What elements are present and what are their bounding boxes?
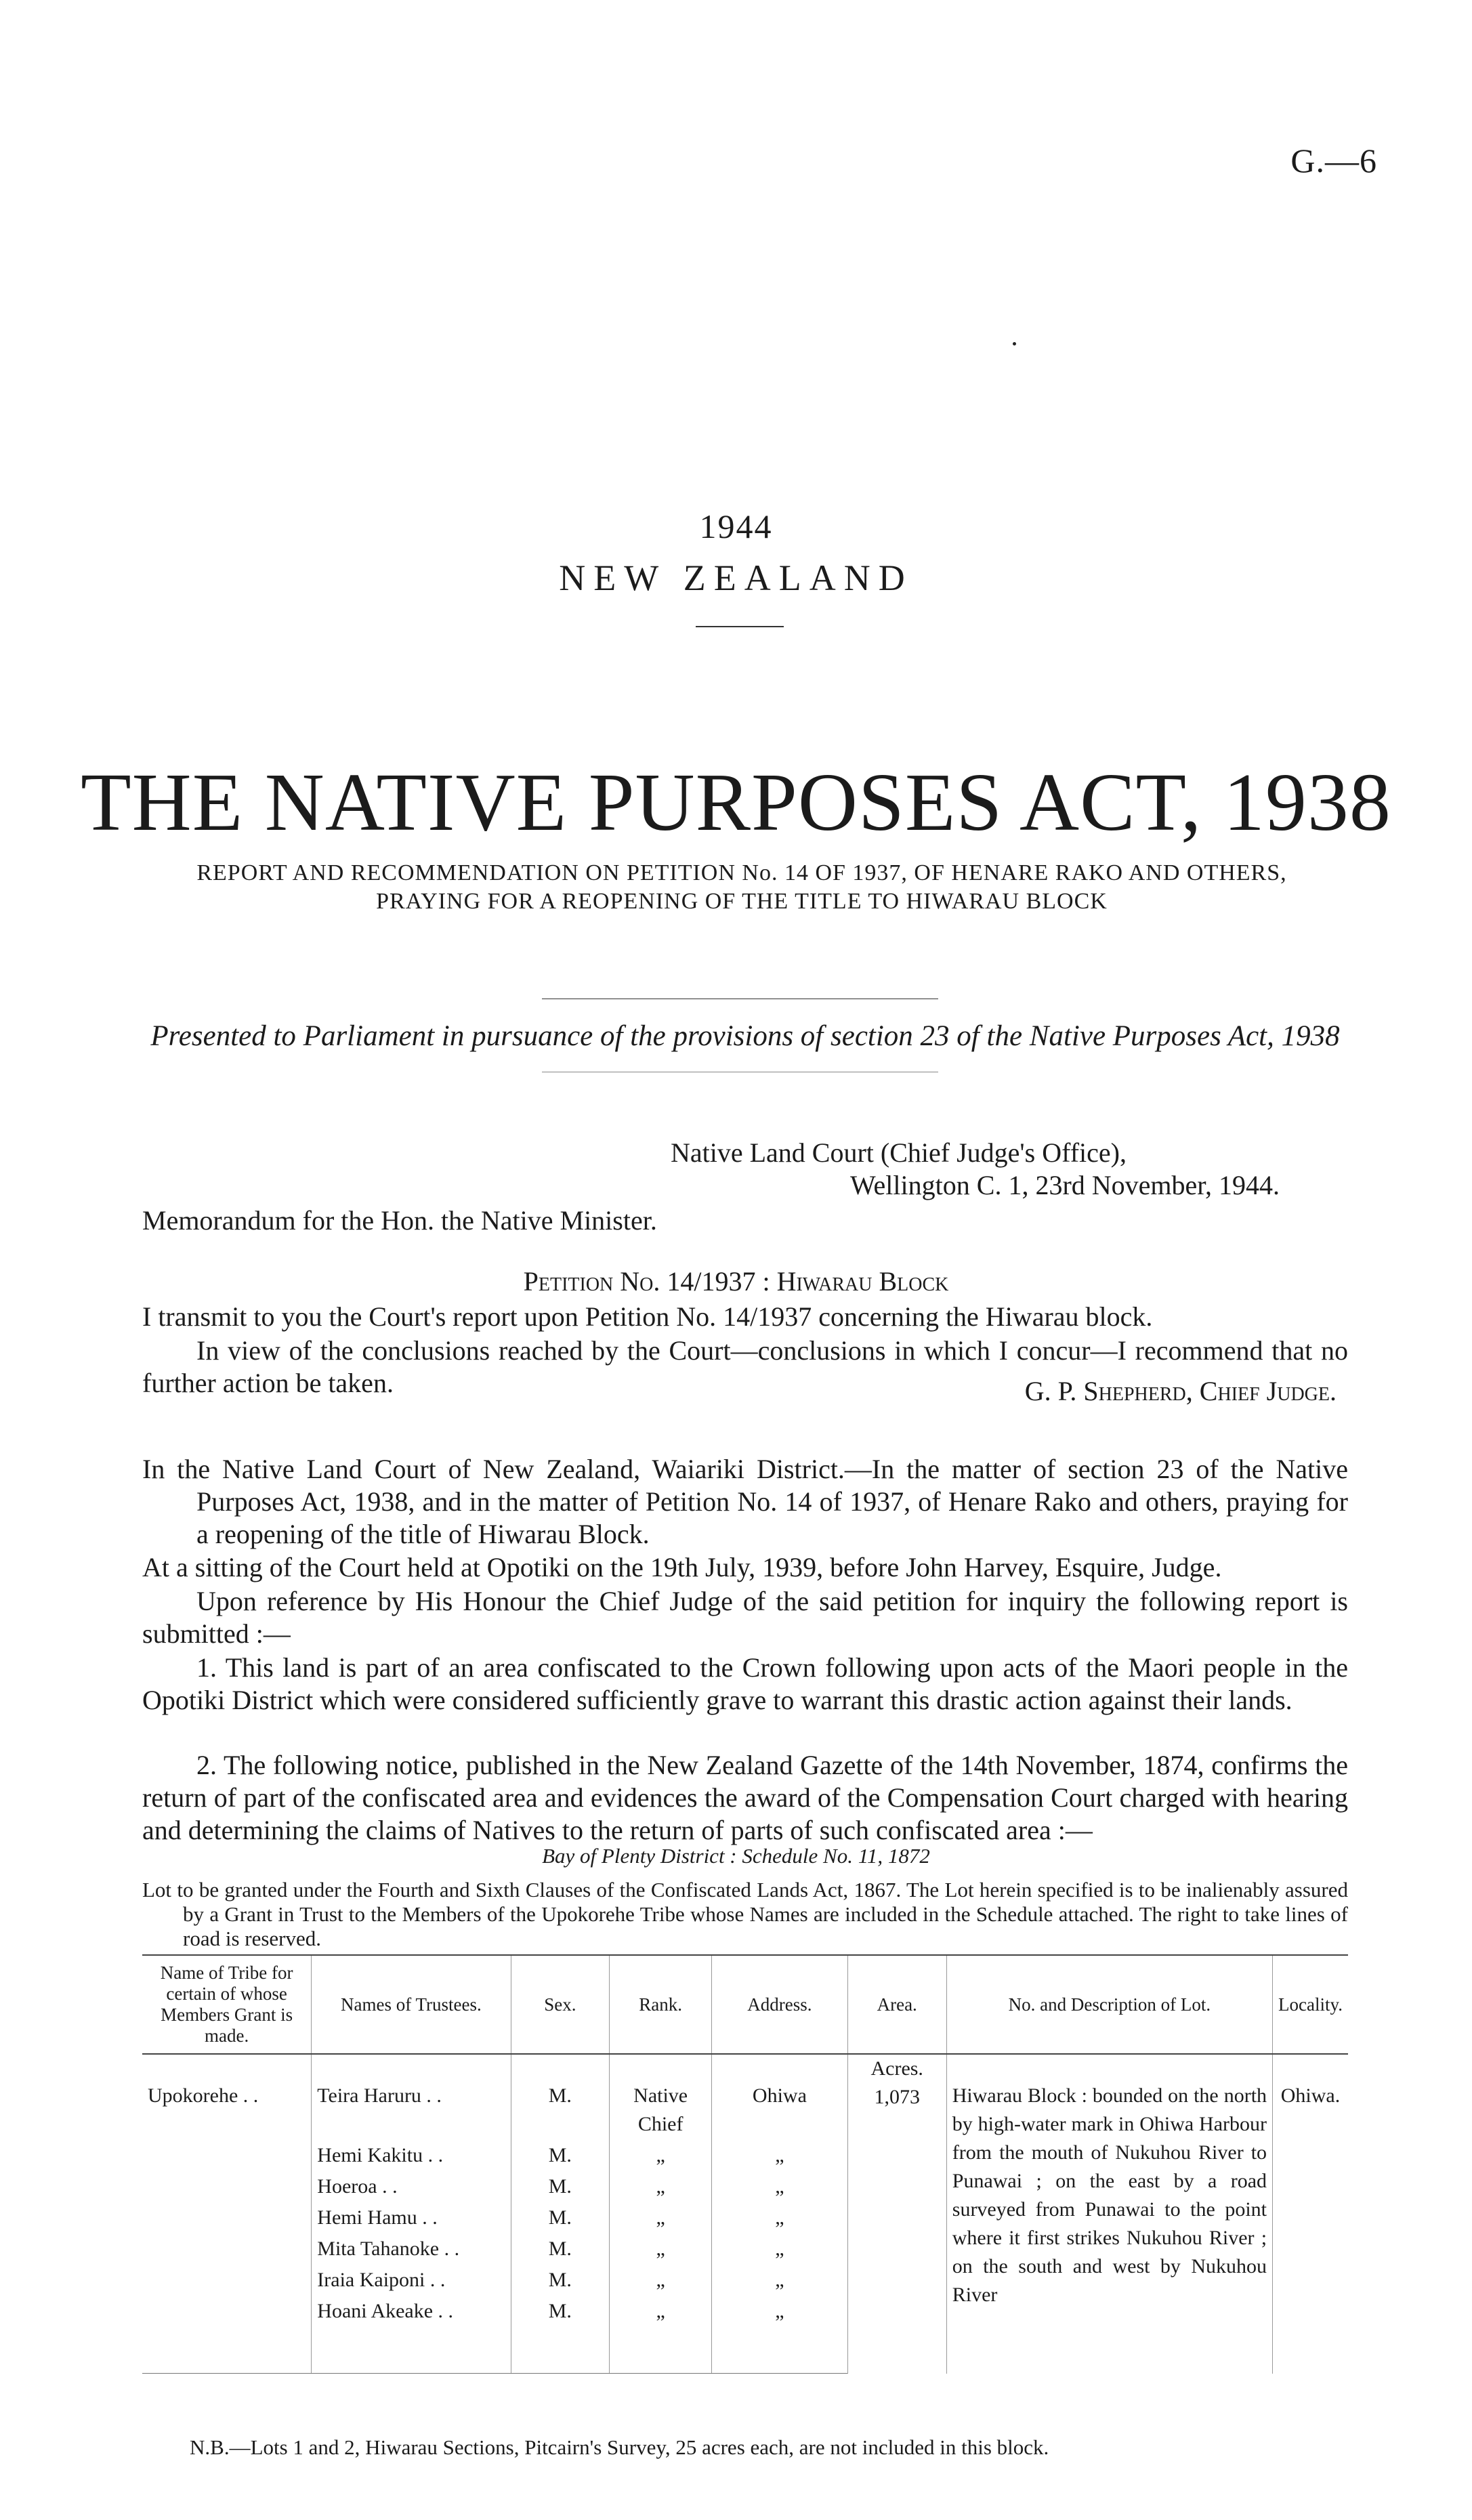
court-intro: In the Native Land Court of New Zealand, Waiariki District.—In the matter of section 23 of the Native Purposes Act, 1938, and in the matter of Petition No. 14 of 1937, of Henare Rako and others, praying for a reopening of the title of Hiwarau Block.	[142, 1454, 1348, 1549]
lot-description: Lot to be granted under the Fourth and Sixth Clauses of the Confiscated Lands Act, 1867. The Lot herein specified is to be inalienably assured by a Grant in Trust to the Members of the Upokorehe Tribe whose Names are included in the Schedule attached. The right to take lines of road is reserved.	[142, 1878, 1348, 1950]
act-title: THE NATIVE PURPOSES ACT, 1938	[81, 757, 1391, 848]
tribe-cell	[142, 2171, 312, 2202]
header-trustees: Names of Trustees.	[312, 1955, 511, 2054]
trustee-sex: M.	[511, 2233, 610, 2265]
trustee-address: „	[712, 2265, 847, 2296]
trustee-address: „	[712, 2202, 847, 2233]
locality-cell: Ohiwa.	[1273, 2054, 1348, 2374]
schedule-heading: Bay of Plenty District : Schedule No. 11, 1872	[542, 1844, 930, 1868]
table-footnote: N.B.—Lots 1 and 2, Hiwarau Sections, Pitcairn's Survey, 25 acres each, are not included in this block.	[190, 2435, 1049, 2459]
page-reference: G.—6	[1290, 142, 1377, 180]
area-value: 1,073	[874, 2086, 920, 2108]
trustee-rank: Native Chief	[610, 2054, 712, 2140]
trustee-rank: „	[610, 2140, 712, 2171]
tribe-cell	[142, 2296, 312, 2374]
trustee-address: Ohiwa	[712, 2054, 847, 2140]
petition-heading: Petition No. 14/1937 : Hiwarau Block	[523, 1266, 949, 1297]
trustee-name: Hemi Kakitu . .	[312, 2140, 511, 2171]
trustee-sex: M.	[511, 2171, 610, 2202]
table-row	[142, 2054, 1348, 2140]
trustee-name: Hemi Hamu . .	[312, 2202, 511, 2233]
header-locality: Locality.	[1273, 1955, 1348, 2054]
trustee-name: Teira Haruru . .	[312, 2054, 511, 2140]
print-speck	[1013, 342, 1016, 345]
header-rank: Rank.	[610, 1955, 712, 2054]
table-header-row	[142, 1955, 1348, 2054]
office-line-1: Native Land Court (Chief Judge's Office),	[671, 1137, 1127, 1168]
trustee-rank: „	[610, 2171, 712, 2202]
trustee-address: „	[712, 2296, 847, 2374]
report-reference: Upon reference by His Honour the Chief Judge of the said petition for inquiry the following report is submitted :—	[142, 1586, 1348, 1649]
trustee-name: Hoeroa . .	[312, 2171, 511, 2202]
signature: G. P. Shepherd, Chief Judge.	[1024, 1376, 1337, 1406]
memorandum-for: Memorandum for the Hon. the Native Minister.	[142, 1205, 657, 1236]
presented-to-parliament: Presented to Parliament in pursuance of the provisions of section 23 of the Native Purposes Act, 1938	[150, 1020, 1340, 1052]
trustee-address: „	[712, 2233, 847, 2265]
trustee-sex: M.	[511, 2265, 610, 2296]
header-address: Address.	[712, 1955, 847, 2054]
trustee-rank: „	[610, 2265, 712, 2296]
office-address	[671, 1137, 1334, 1202]
office-line-2: Wellington C. 1, 23rd November, 1944.	[850, 1170, 1280, 1200]
divider	[696, 626, 784, 627]
memo-paragraph-2: In view of the conclusions reached by the Court—conclusions in which I concur—I recommend that no further action be taken.	[142, 1335, 1348, 1398]
report-point-1: 1. This land is part of an area confiscated to the Crown following upon acts of the Maori people in the Opotiki District which were considered sufficiently grave to warrant this drastic action against their lands.	[142, 1652, 1348, 1715]
trustee-sex: M.	[511, 2140, 610, 2171]
lot-description-cell: Hiwarau Block : bounded on the north by high-water mark in Ohiwa Harbour from the mouth of Nukuhou River to Punawai ; on the east by a road surveyed from Punawai to the point where it first strikes Nukuhou River ; on the south and west by Nukuhou River	[946, 2054, 1272, 2374]
area-unit: Acres.	[870, 2057, 923, 2080]
memo-paragraph-1: I transmit to you the Court's report upon Petition No. 14/1937 concerning the Hiwarau block.	[142, 1301, 1153, 1332]
tribe-cell	[142, 2202, 312, 2233]
tribe-cell	[142, 2140, 312, 2171]
trustees-table	[142, 1954, 1348, 2374]
tribe-cell	[142, 2265, 312, 2296]
trustee-sex: M.	[511, 2054, 610, 2140]
subtitle-line-1: REPORT AND RECOMMENDATION ON PETITION No. 14 OF 1937, OF HENARE RAKO AND OTHERS,	[196, 860, 1287, 885]
tribe-cell	[142, 2054, 312, 2140]
court-sitting: At a sitting of the Court held at Opotiki on the 19th July, 1939, before John Harvey, Esquire, Judge.	[142, 1552, 1222, 1582]
report-point-2: 2. The following notice, published in the New Zealand Gazette of the 14th November, 1874, confirms the return of part of the confiscated area and evidences the award of the Compensation Court charged with hearing and determining the claims of Natives to the return of parts of such confiscated area :—	[142, 1750, 1348, 1845]
trustee-sex: M.	[511, 2202, 610, 2233]
trustee-rank: „	[610, 2296, 712, 2374]
header-sex: Sex.	[511, 1955, 610, 2054]
tribe-name: Upokorehe . .	[148, 2084, 259, 2107]
trustee-address: „	[712, 2140, 847, 2171]
trustee-rank: „	[610, 2202, 712, 2233]
country-name: NEW ZEALAND	[559, 558, 913, 598]
trustee-name: Mita Tahanoke . .	[312, 2233, 511, 2265]
header-lot: No. and Description of Lot.	[946, 1955, 1272, 2054]
year: 1944	[699, 507, 773, 545]
header-tribe: Name of Tribe for certain of whose Members Grant is made.	[142, 1955, 312, 2054]
subtitle-line-2: PRAYING FOR A REOPENING OF THE TITLE TO HIWARAU BLOCK	[376, 889, 1108, 914]
header-area: Area.	[847, 1955, 946, 2054]
trustee-rank: „	[610, 2233, 712, 2265]
report-subtitle	[142, 859, 1341, 916]
trustee-sex: M.	[511, 2296, 610, 2374]
trustee-address: „	[712, 2171, 847, 2202]
trustee-name: Iraia Kaiponi . .	[312, 2265, 511, 2296]
trustee-name: Hoani Akeake . .	[312, 2296, 511, 2374]
area-cell	[847, 2054, 946, 2374]
tribe-cell	[142, 2233, 312, 2265]
